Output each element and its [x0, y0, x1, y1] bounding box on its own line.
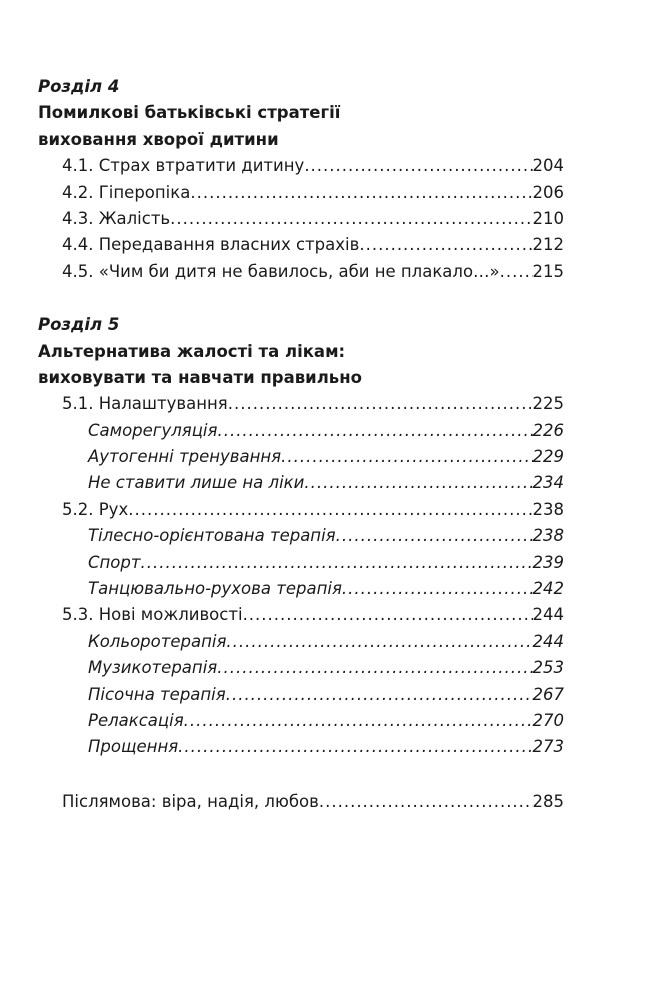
- entry-label: Післямова: віра, надія, любов: [62, 791, 319, 811]
- table-of-contents: [38, 74, 564, 815]
- dot-leader: [342, 576, 533, 602]
- entry-label: 4.5. «Чим би дитя не бавилось, аби не плакало…»: [62, 261, 500, 281]
- toc-entry: [38, 206, 564, 232]
- page-number: 238: [532, 499, 564, 519]
- toc-entry: [38, 550, 564, 576]
- page-number: 206: [532, 182, 564, 202]
- dot-leader: [336, 523, 533, 549]
- page-number: 239: [532, 552, 564, 572]
- entry-label: Кольоротерапія: [88, 631, 227, 651]
- dot-leader: [243, 602, 533, 628]
- entry-label: Танцювально-рухова терапія: [88, 579, 342, 599]
- entry-label: 4.2. Гіперопіка: [62, 182, 191, 202]
- toc-entry: [38, 708, 564, 734]
- entry-label: Тілесно-орієнтована терапія: [88, 526, 336, 546]
- toc-entry: [38, 655, 564, 681]
- entry-label: 4.3. Жалість: [62, 208, 171, 228]
- entry-label: 5.1. Налаштування: [62, 394, 228, 414]
- entry-label: 4.1. Страх втратити дитину: [62, 156, 305, 176]
- dot-leader: [228, 391, 533, 417]
- toc-entry: [38, 470, 564, 496]
- toc-entry: [38, 734, 564, 760]
- chapter-title: Альтернатива жалості та лікам:: [38, 341, 346, 361]
- toc-entry: [38, 418, 564, 444]
- dot-leader: [359, 232, 532, 258]
- dot-leader: [128, 497, 532, 523]
- toc-entry: [38, 391, 564, 417]
- entry-label: Не ставити лише на ліки: [88, 473, 305, 493]
- page-number: 285: [532, 791, 564, 811]
- dot-leader: [226, 682, 533, 708]
- toc-entry: [38, 789, 564, 815]
- section-gap: [38, 285, 564, 312]
- dot-leader: [304, 470, 532, 496]
- page-number: 270: [532, 710, 564, 730]
- page-number: 253: [532, 658, 564, 678]
- entry-label: 4.4. Передавання власних страхів: [62, 235, 360, 255]
- dot-leader: [217, 418, 532, 444]
- page-number: 204: [532, 156, 564, 176]
- page-number: 226: [532, 420, 564, 440]
- dot-leader: [281, 444, 532, 470]
- dot-leader: [217, 655, 532, 681]
- toc-entry: [38, 232, 564, 258]
- entry-label: 5.3. Нові можливості: [62, 605, 243, 625]
- toc-entry: [38, 444, 564, 470]
- entry-label: Релаксація: [88, 710, 184, 730]
- dot-leader: [304, 153, 532, 179]
- page-number: 210: [532, 208, 564, 228]
- page-number: 267: [532, 684, 564, 704]
- toc-entry: [38, 153, 564, 179]
- dot-leader: [141, 550, 533, 576]
- page-number: 244: [532, 605, 564, 625]
- entry-label: Музикотерапія: [88, 658, 218, 678]
- toc-entry: [38, 259, 564, 285]
- page-number: 273: [532, 737, 564, 757]
- chapter-title: виховання хворої дитини: [38, 129, 279, 149]
- toc-entry: [38, 629, 564, 655]
- section-gap: [38, 761, 564, 789]
- toc-entry: [38, 180, 564, 206]
- toc-entry: [38, 576, 564, 602]
- chapter-title: Помилкові батьківські стратегії: [38, 103, 341, 123]
- dot-leader: [170, 206, 532, 232]
- page-number: 238: [532, 526, 564, 546]
- dot-leader: [500, 259, 533, 285]
- toc-entry: [38, 523, 564, 549]
- chapter-title: виховувати та навчати правильно: [38, 367, 362, 387]
- page-number: 225: [532, 394, 564, 414]
- dot-leader: [178, 734, 532, 760]
- page-number: 212: [532, 235, 564, 255]
- toc-entry: [38, 682, 564, 708]
- dot-leader: [190, 180, 532, 206]
- page-number: 234: [532, 473, 564, 493]
- dot-leader: [319, 789, 533, 815]
- entry-label: Спорт: [88, 552, 141, 572]
- page-number: 215: [532, 261, 564, 281]
- chapter-label: Розділ 4: [38, 77, 120, 96]
- page-number: 244: [532, 631, 564, 651]
- dot-leader: [184, 708, 533, 734]
- entry-label: Саморегуляція: [88, 420, 218, 440]
- page-number: 229: [532, 447, 564, 467]
- page-number: 242: [532, 579, 564, 599]
- toc-entry: [38, 602, 564, 628]
- entry-label: 5.2. Рух: [62, 499, 129, 519]
- entry-label: Аутогенні тренування: [88, 447, 282, 467]
- toc-entry: [38, 497, 564, 523]
- entry-label: Пісочна терапія: [88, 684, 226, 704]
- entry-label: Прощення: [88, 737, 179, 757]
- chapter-label: Розділ 5: [38, 315, 120, 335]
- dot-leader: [226, 629, 532, 655]
